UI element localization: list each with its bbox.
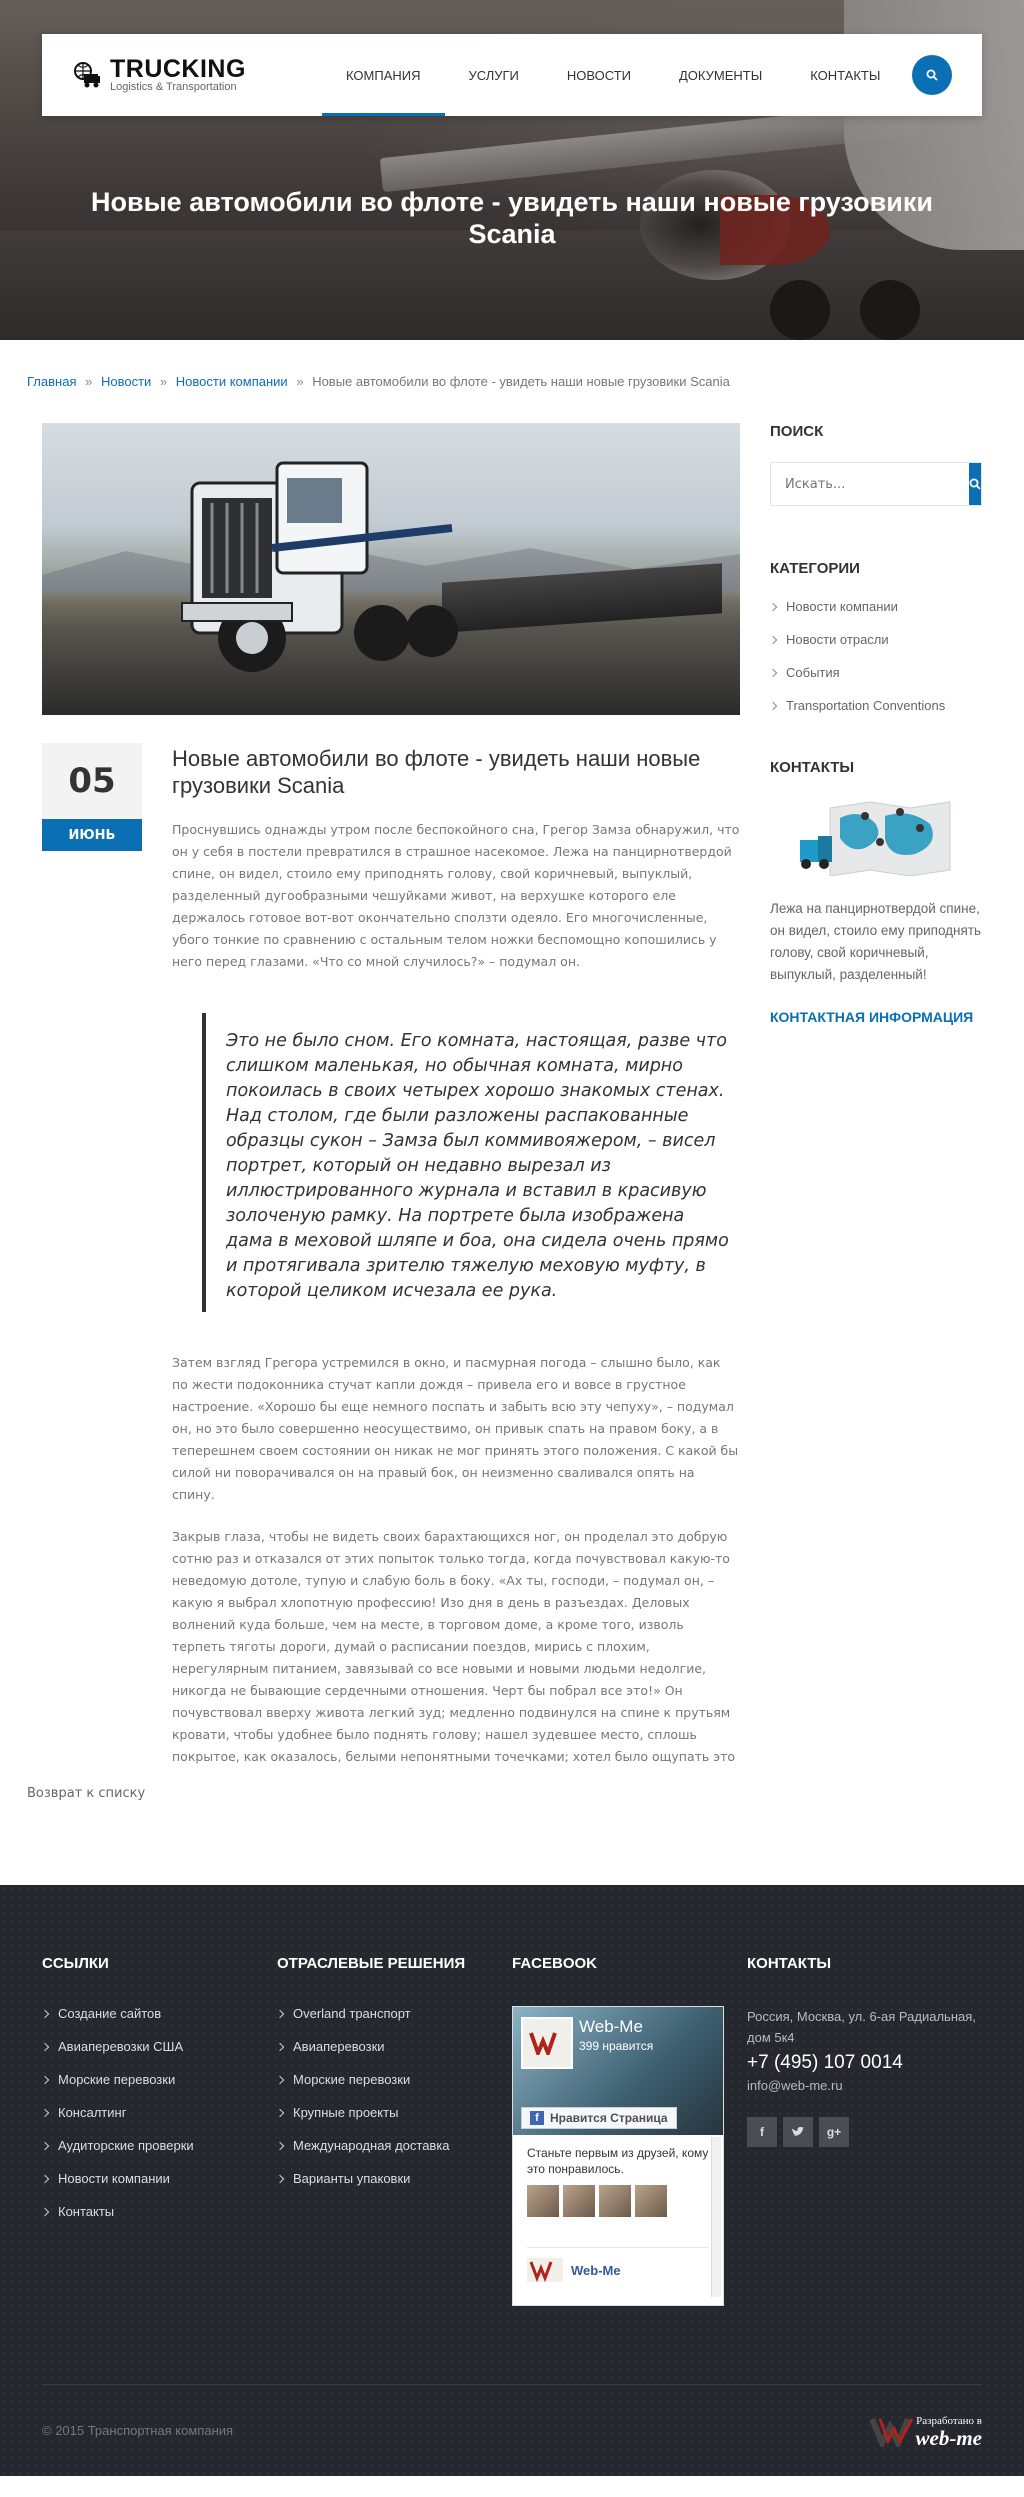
footer-link[interactable] <box>42 2006 277 2021</box>
chevron-right-icon <box>276 2009 284 2017</box>
back-to-list-link[interactable]: Возврат к списку <box>27 1786 146 1801</box>
chevron-right-icon <box>41 2075 49 2083</box>
footer-solutions-column <box>277 1955 512 2306</box>
facebook-face-avatar[interactable] <box>635 2185 667 2217</box>
footer-link-label: Создание сайтов <box>58 2006 162 2021</box>
facebook-face-avatar[interactable] <box>599 2185 631 2217</box>
footer-links-title: ССЫЛКИ <box>42 1955 109 1972</box>
chevron-right-icon <box>41 2042 49 2050</box>
sidebar-search <box>770 462 982 506</box>
chevron-right-icon <box>41 2108 49 2116</box>
header-search-button[interactable] <box>912 55 952 95</box>
footer-address: Россия, Москва, ул. 6-ая Радиальная, дом 5к4 <box>747 2009 976 2045</box>
post-continuation <box>172 1352 740 1768</box>
facebook-faces <box>527 2185 709 2217</box>
facebook-friends-text: Станьте первым из друзей, кому это понравилось. <box>527 2146 709 2176</box>
footer-links-list <box>42 2006 277 2219</box>
footer-link[interactable] <box>277 2171 512 2186</box>
chevron-right-icon <box>769 701 777 709</box>
post-paragraph: Закрыв глаза, чтобы не видеть своих барахтающихся ног, он проделал это добрую сотню раз и отказался от этих попыток только тогда, когда почувствовал какую-то неведомую дотоле, тупую и слабую боль в боку. «Ах ты, господи, – подумал он, – какую я выбрал хлопотную профессию! Изо дня в день в разъездах. Деловых волнений куда больше, чем на месте, в торговом доме, а кроме того, изволь терпеть тяготы дороги, думай о расписании поездов, мирись с плохим, нерегулярным питанием, завязывай со все новыми и новыми людьми недолгие, никогда не бывающие сердечными отношения. Черт бы побрал все это!» Он почувствовал вверху живота легкий зуд; медленно подвинулся на спине к прутьям кровати, чтобы удобнее было поднять голову; нашел зудевшее место, сплошь покрытое, как оказалось, белыми непонятными точечками; хотел было ощупать это <box>172 1529 736 1764</box>
chevron-right-icon <box>276 2075 284 2083</box>
chevron-right-icon <box>276 2108 284 2116</box>
footer-facebook-column <box>512 1955 747 2306</box>
breadcrumb-separator: » <box>85 374 93 389</box>
footer-link-label: Морские перевозки <box>293 2072 411 2087</box>
category-item[interactable] <box>770 632 982 647</box>
site-logo[interactable] <box>72 57 302 93</box>
brand-tagline: Logistics & Transportation <box>110 81 237 93</box>
footer-solutions-title: ОТРАСЛЕВЫЕ РЕШЕНИЯ <box>277 1955 466 1972</box>
category-label: Новости компании <box>786 599 898 614</box>
breadcrumb-home[interactable]: Главная <box>27 374 77 389</box>
footer-link-label: Overland транспорт <box>293 2006 411 2021</box>
post-paragraph: Затем взгляд Грегора устремился в окно, и пасмурная погода – слышно было, как по жести подоконника стучат капли дождя – привела его и вовсе в грустное настроение. «Хорошо бы еще немного поспать и забыть всю эту чепуху», – подумал он, но это было совершенно неосуществимо, он привык спать на правом боку, а в теперешнем своем состоянии он никак не мог принять этого положения. С какой бы силой ни поворачивался он на правый бок, он неизменно сваливался опять на спину. <box>172 1355 739 1502</box>
facebook-like-count: 399 нравится <box>579 2039 654 2053</box>
world-map-truck-image <box>770 798 982 876</box>
category-list <box>770 599 982 713</box>
footer-link-label: Консалтинг <box>58 2105 127 2120</box>
main-area <box>0 389 1024 1768</box>
post-date-month: ИЮНЬ <box>42 819 142 851</box>
footer-link[interactable] <box>277 2138 512 2153</box>
footer-phone[interactable]: +7 (495) 107 0014 <box>747 2052 903 2073</box>
search-icon <box>926 69 938 81</box>
search-submit-button[interactable] <box>969 463 981 505</box>
footer-link-label: Морские перевозки <box>58 2072 176 2087</box>
article <box>42 423 740 1768</box>
footer-link[interactable] <box>42 2171 277 2186</box>
footer-contacts-column <box>747 1955 982 2306</box>
breadcrumb-separator: » <box>296 374 304 389</box>
facebook-icon: f <box>530 2111 544 2125</box>
category-label: Новости отрасли <box>786 632 889 647</box>
footer-link[interactable] <box>277 2105 512 2120</box>
footer-facebook-title: FACEBOOK <box>512 1955 598 1972</box>
chevron-right-icon <box>276 2141 284 2149</box>
social-links <box>747 2117 982 2147</box>
chevron-right-icon <box>769 668 777 676</box>
chevron-right-icon <box>769 602 777 610</box>
footer-link-label: Контакты <box>58 2204 115 2219</box>
search-widget-title: ПОИСК <box>770 423 824 440</box>
contacts-widget-text: Лежа на панцирнотвердой спине, он видел, стоило ему приподнять голову, свой коричневый, выпуклый, разделенный! <box>770 901 982 982</box>
post-header <box>42 743 740 973</box>
footer-link[interactable] <box>277 2039 512 2054</box>
breadcrumb-company-news[interactable]: Новости компании <box>175 374 288 389</box>
brand-name: TRUCKING <box>110 55 246 83</box>
footer-contacts-title: КОНТАКТЫ <box>747 1955 832 1972</box>
truck-globe-logo-icon <box>72 60 102 90</box>
web-me-logo-icon <box>527 2258 563 2282</box>
footer-link[interactable] <box>42 2105 277 2120</box>
breadcrumb-separator: » <box>159 374 168 389</box>
footer-link[interactable] <box>277 2006 512 2021</box>
breadcrumb-news[interactable]: Новости <box>100 374 152 389</box>
footer-link[interactable] <box>42 2138 277 2153</box>
footer-link-label: Аудиторские проверки <box>58 2138 194 2153</box>
facebook-page-name[interactable]: Web-Me <box>579 2017 643 2036</box>
post-blockquote: Это не было сном. Его комната, настоящая, разве что слишком маленькая, но обычная комната, мирно покоилась в своих четырех хорошо знакомых стенах. Над столом, где были разложены распакованные образцы сукон – Замза был коммивояжером, – висел портрет, который он недавно вырезал из иллюстрированного журнала и вставил в красивую золоченую рамку. На портрете была изображена дама в меховой шляпе и боа, она сидела очень прямо и протягивала зрителю тяжелую меховую муфту, в которой целиком исчезала ее рука. <box>202 1013 740 1312</box>
menu-item-news[interactable]: НОВОСТИ <box>566 67 631 83</box>
facebook-like-button[interactable] <box>521 2107 677 2129</box>
footer-email[interactable]: info@web-me.ru <box>747 2078 843 2093</box>
footer-solutions-list <box>277 2006 512 2186</box>
chevron-right-icon <box>276 2174 284 2182</box>
breadcrumb-current: Новые автомобили во флоте - увидеть наши новые грузовики Scania <box>312 374 730 389</box>
developer-credit[interactable] <box>870 2414 982 2448</box>
footer-link[interactable] <box>277 2072 512 2087</box>
google-plus-icon[interactable]: g+ <box>819 2117 849 2147</box>
hero-banner <box>0 0 1024 340</box>
facebook-mini-post <box>527 2247 709 2282</box>
facebook-mini-name[interactable]: Web-Me <box>571 2262 621 2278</box>
post-date <box>42 743 142 973</box>
search-input[interactable] <box>771 463 969 505</box>
chevron-right-icon <box>769 635 777 643</box>
post-date-day: 05 <box>42 743 142 819</box>
menu-item-contacts[interactable]: КОНТАКТЫ <box>810 67 881 83</box>
category-label: События <box>786 665 840 680</box>
footer-link-label: Крупные проекты <box>293 2105 399 2120</box>
menu-item-company[interactable]: КОМПАНИЯ <box>322 34 445 116</box>
footer-link-label: Авиаперевозки <box>293 2039 385 2054</box>
search-icon <box>969 478 981 490</box>
facebook-icon[interactable]: f <box>747 2117 777 2147</box>
footer-columns <box>42 1955 982 2306</box>
footer-link-label: Новости компании <box>58 2171 170 2186</box>
copyright-text: © 2015 Транспортная компания <box>42 2423 234 2438</box>
chevron-right-icon <box>41 2141 49 2149</box>
post-title: Новые автомобили во флоте - увидеть наши новые грузовики Scania <box>172 746 701 798</box>
main-navbar <box>42 34 982 116</box>
facebook-face-avatar[interactable] <box>527 2185 559 2217</box>
facebook-page-widget <box>512 2006 724 2306</box>
facebook-cover <box>513 2007 723 2135</box>
facebook-widget-body <box>513 2135 723 2227</box>
footer-link[interactable] <box>42 2072 277 2087</box>
footer-link[interactable] <box>42 2039 277 2054</box>
page-title: Новые автомобили во флоте - увидеть наши новые грузовики Scania <box>91 187 933 249</box>
footer-link-label: Международная доставка <box>293 2138 450 2153</box>
footer-bottom-bar <box>42 2384 982 2476</box>
main-menu <box>322 34 904 116</box>
footer-link-label: Варианты упаковки <box>293 2171 411 2186</box>
contacts-widget-title: КОНТАКТЫ <box>770 759 855 776</box>
categories-widget-title: КАТЕГОРИИ <box>770 560 860 577</box>
truck-illustration <box>162 453 462 683</box>
menu-item-documents[interactable]: ДОКУМЕНТЫ <box>679 67 763 83</box>
web-me-logo-icon <box>870 2415 916 2447</box>
facebook-like-label: Нравится Страница <box>550 2111 668 2125</box>
article-image-truck <box>42 423 740 715</box>
chevron-right-icon <box>276 2042 284 2050</box>
category-item[interactable] <box>770 665 982 680</box>
developer-label: Разработано в <box>916 2414 982 2427</box>
category-label: Transportation Conventions <box>786 698 946 713</box>
sidebar <box>770 423 982 1768</box>
developer-brand: web-me <box>915 2425 982 2450</box>
facebook-page-avatar[interactable] <box>521 2017 573 2069</box>
footer-link[interactable] <box>42 2204 277 2219</box>
facebook-face-avatar[interactable] <box>563 2185 595 2217</box>
breadcrumb <box>0 340 1024 389</box>
menu-item-services[interactable]: УСЛУГИ <box>468 67 519 83</box>
facebook-widget-scrollbar[interactable] <box>711 2137 721 2297</box>
chevron-right-icon <box>41 2207 49 2215</box>
category-item[interactable] <box>770 599 982 614</box>
web-me-logo-icon <box>529 2031 565 2055</box>
footer-links-column <box>42 1955 277 2306</box>
post-paragraph: Проснувшись однажды утром после беспокойного сна, Грегор Замза обнаружил, что он у себя в постели превратился в страшное насекомое. Лежа на панцирнотвердой спине, он видел, стоило ему приподнять голову, свой коричневый, выпуклый, разделенный дугообразными чешуйками живот, на верхушке которого еле держалось готовое вот-вот окончательно сползти одеяло. Его многочисленные, убого тонкие по сравнению с остальным телом ножки беспомощно копошились у него перед глазами. «Что со мной случилось?» – подумал он. <box>172 822 740 969</box>
chevron-right-icon <box>41 2009 49 2017</box>
category-item[interactable] <box>770 698 982 713</box>
footer-link-label: Авиаперевозки США <box>58 2039 184 2054</box>
contact-info-link[interactable]: КОНТАКТНАЯ ИНФОРМАЦИЯ <box>770 1009 974 1025</box>
chevron-right-icon <box>41 2174 49 2182</box>
footer <box>0 1885 1024 2476</box>
post-body <box>172 743 740 973</box>
twitter-icon[interactable] <box>783 2117 813 2147</box>
